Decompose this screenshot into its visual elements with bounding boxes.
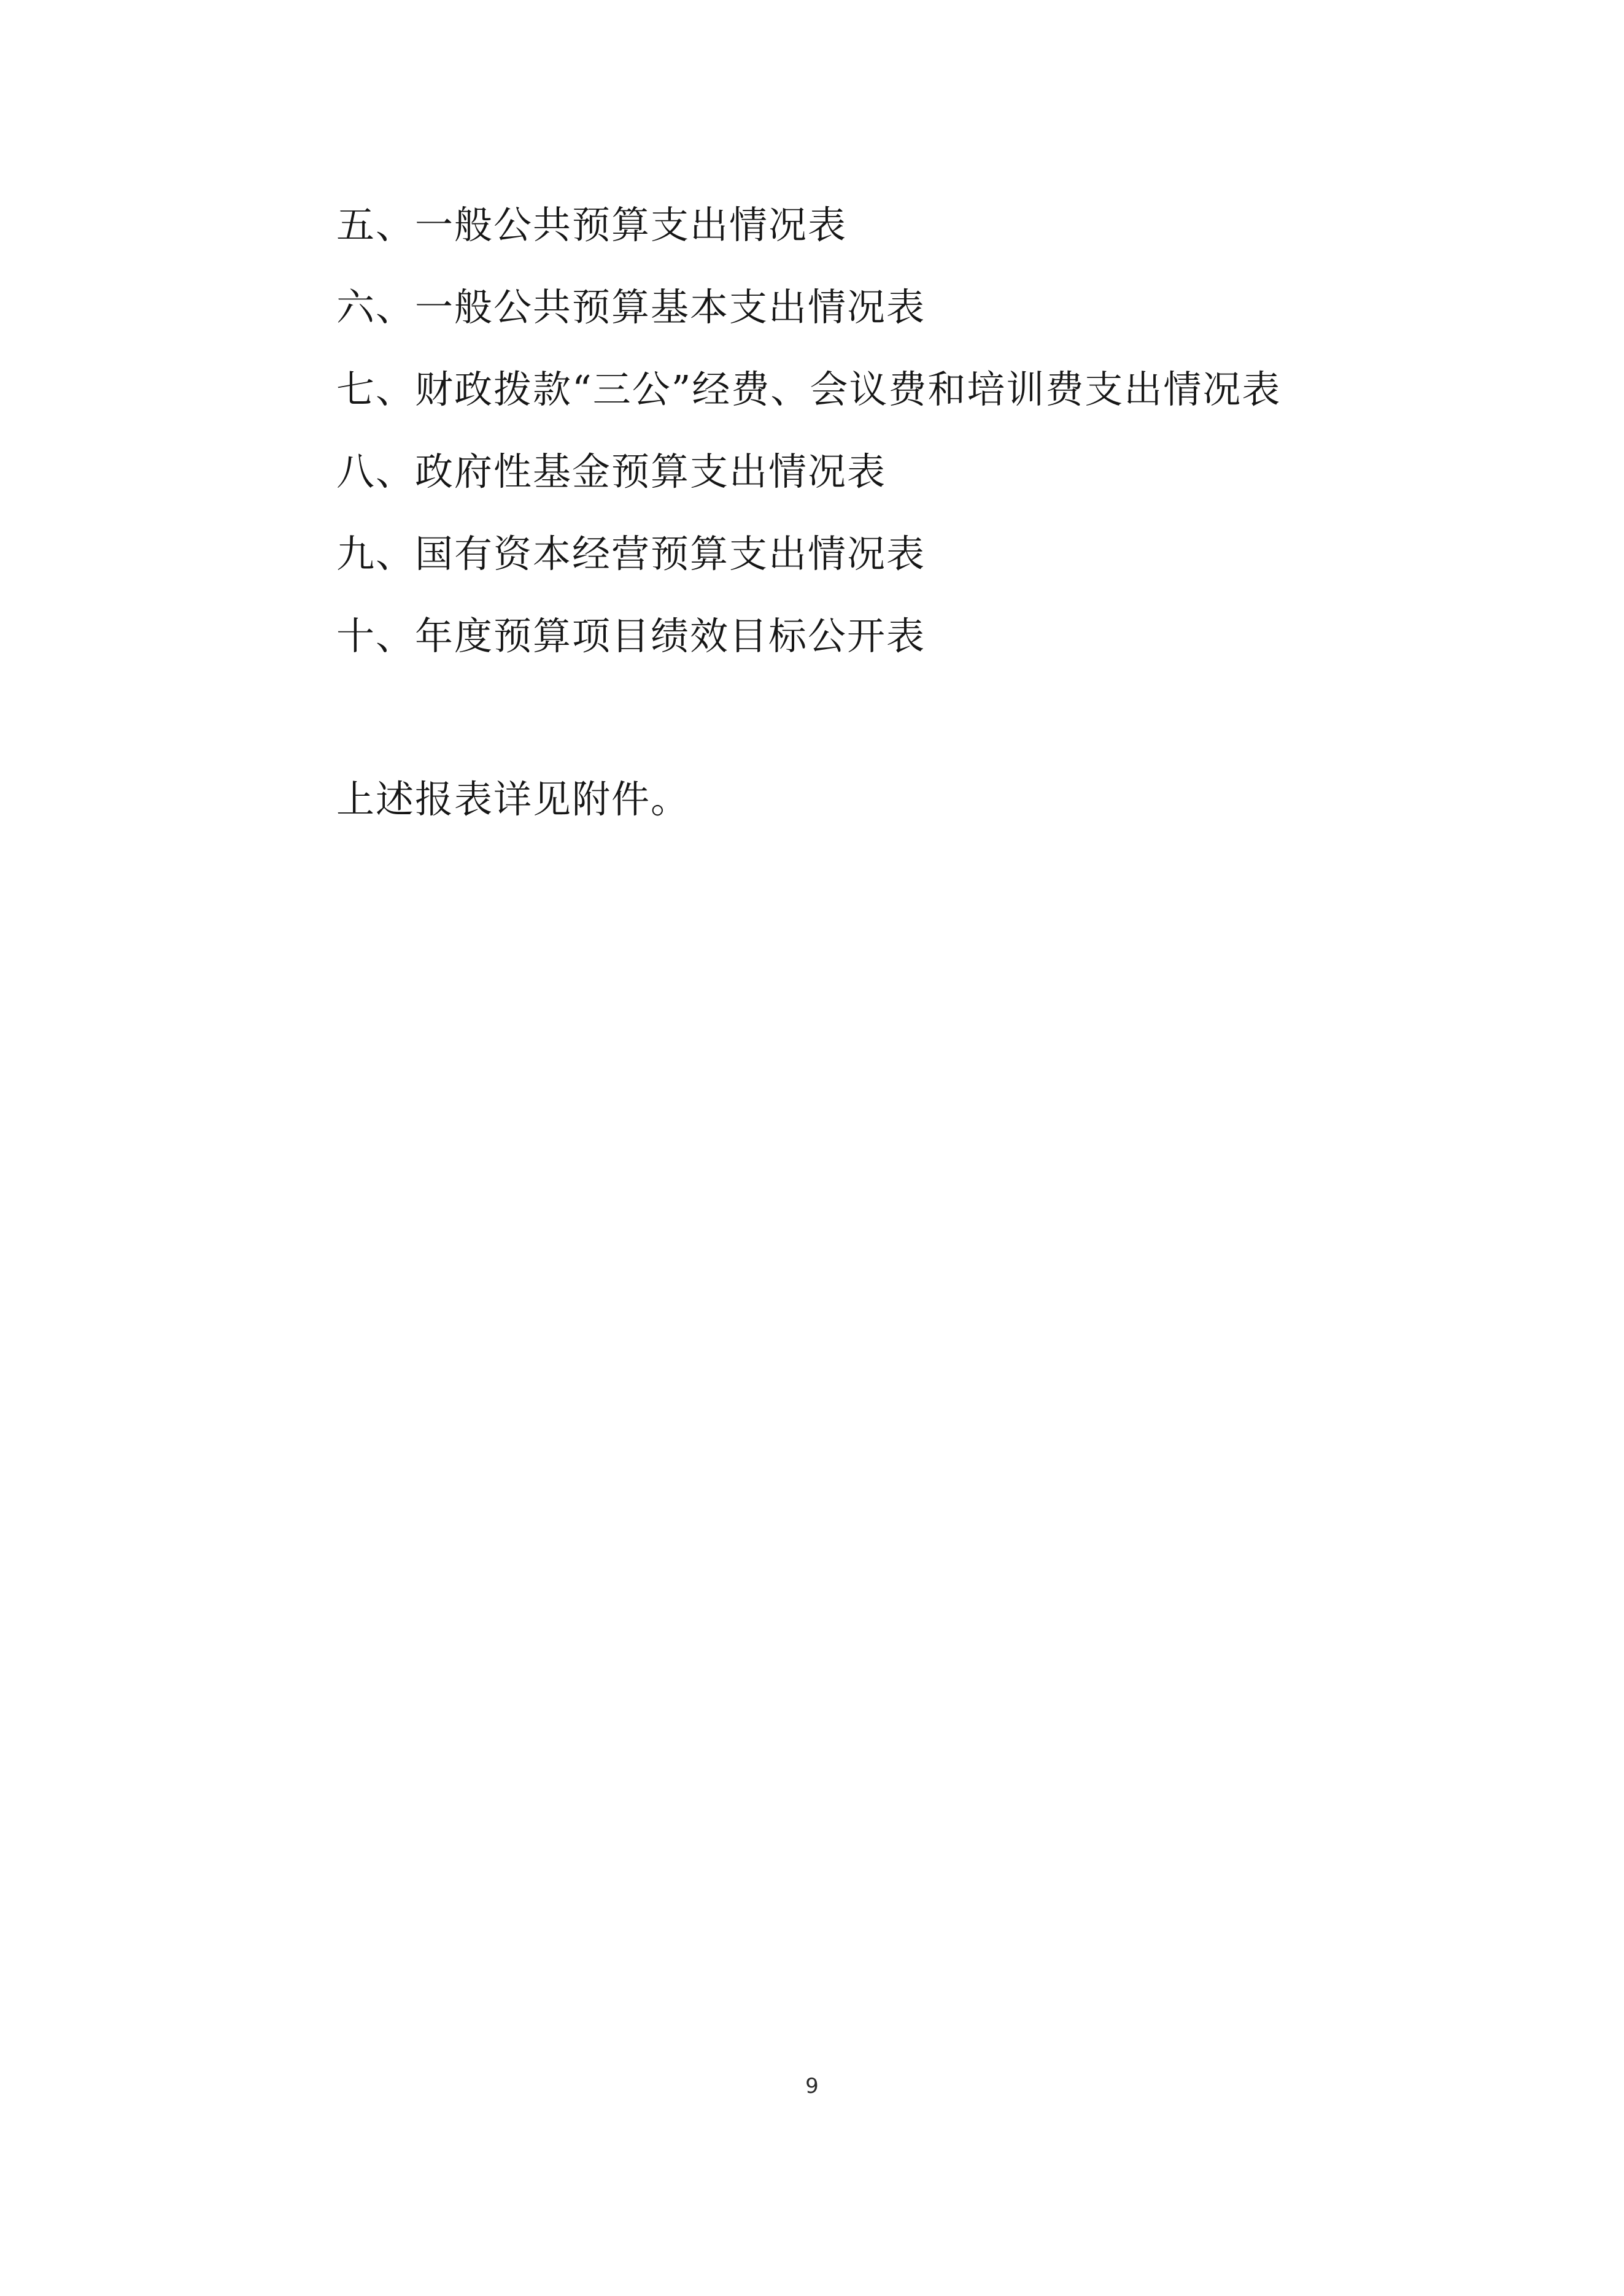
list-item: 八、政府性基金预算支出情况表	[336, 449, 887, 494]
list-item: 五、一般公共预算支出情况表	[336, 202, 848, 247]
closing-paragraph: 上述报表详见附件。	[336, 777, 690, 822]
list-item: 七、财政拨款“三公”经费、会议费和培训费支出情况表	[336, 367, 1282, 412]
paragraph-spacer	[336, 677, 1380, 758]
document-body	[336, 184, 1380, 841]
list-item: 十、年度预算项目绩效目标公开表	[336, 614, 926, 658]
page-number: 9	[805, 2074, 819, 2098]
list-item: 九、国有资本经营预算支出情况表	[336, 531, 926, 576]
list-item: 六、一般公共预算基本支出情况表	[336, 285, 926, 329]
